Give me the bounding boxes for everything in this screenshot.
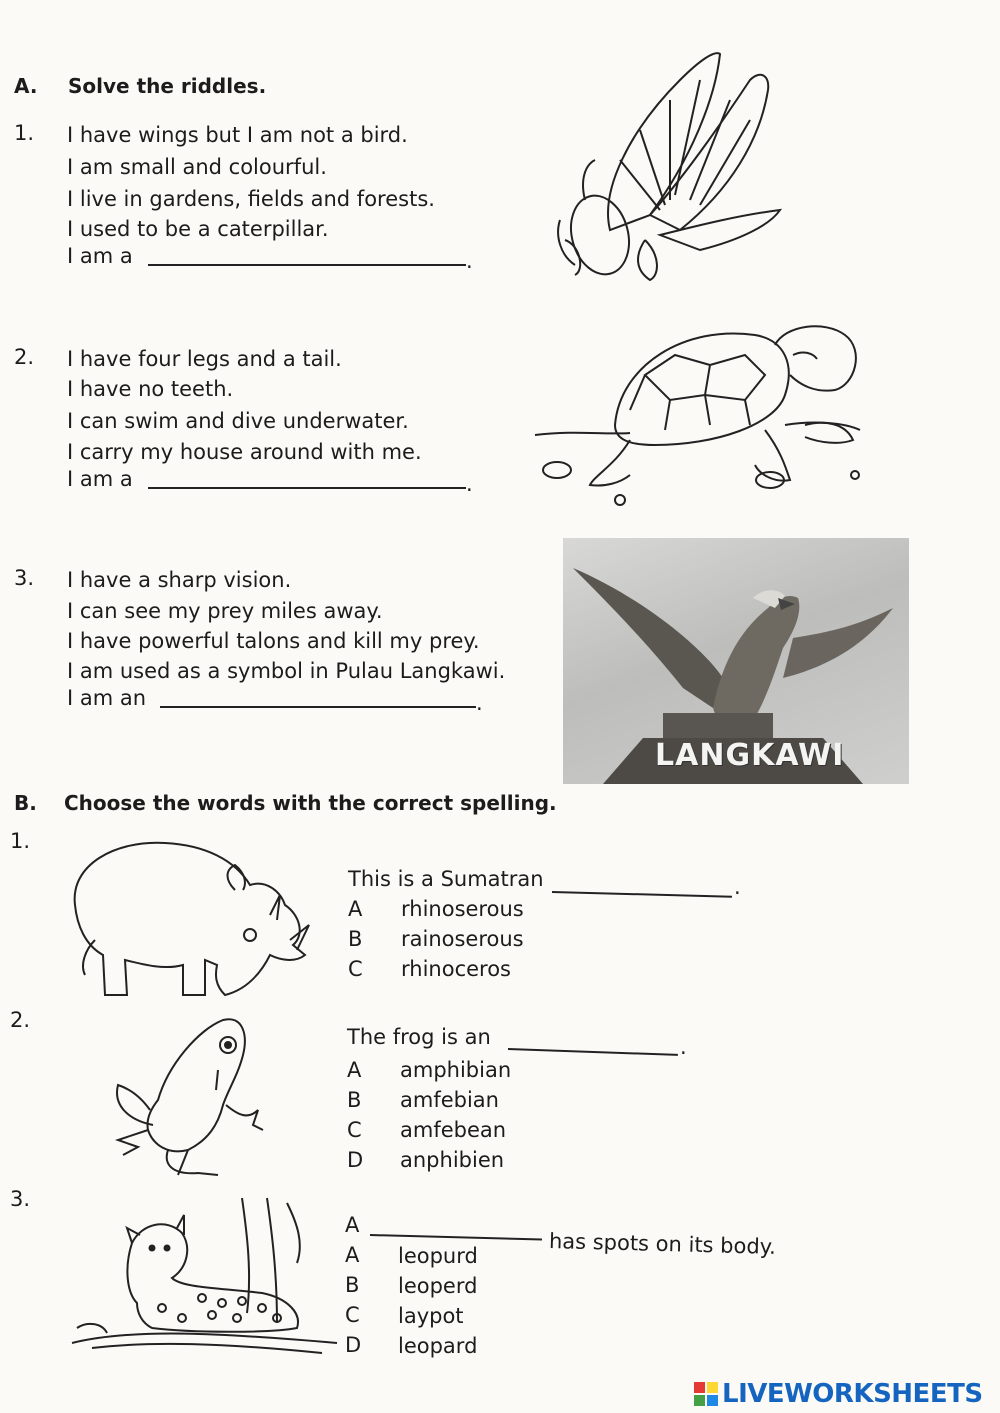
riddle-2-answer-prefix: I am a	[67, 467, 133, 491]
riddle-2-number: 2.	[14, 345, 35, 369]
question-b2-option-a[interactable]: amphibian	[400, 1058, 512, 1082]
riddle-3-line-1: I have a sharp vision.	[67, 568, 292, 592]
question-b1-number: 1.	[10, 829, 31, 853]
riddle-2-period: .	[466, 472, 473, 496]
question-b2-option-d[interactable]: anphibien	[400, 1148, 505, 1172]
question-b1-option-b-letter[interactable]: B	[348, 927, 363, 951]
riddle-1-answer-prefix: I am a	[67, 244, 133, 268]
langkawi-eagle-photo	[563, 538, 909, 784]
riddle-1-period: .	[466, 249, 473, 273]
riddle-2-line-3: I can swim and dive underwater.	[67, 409, 409, 433]
riddle-3-line-3: I have powerful talons and kill my prey.	[67, 629, 480, 653]
question-b3-option-a-letter[interactable]: A	[345, 1243, 360, 1267]
question-b1-option-a-letter[interactable]: A	[348, 897, 363, 921]
riddle-2-line-1: I have four legs and a tail.	[67, 347, 342, 371]
riddle-1-line-2: I am small and colourful.	[67, 155, 327, 179]
riddle-1-number: 1.	[14, 121, 35, 145]
frog-illustration	[108, 1015, 268, 1180]
riddle-2-answer-blank[interactable]	[148, 487, 466, 489]
question-b2-option-b-letter[interactable]: B	[347, 1088, 362, 1112]
section-a-title: Solve the riddles.	[68, 74, 267, 98]
question-b1-option-b[interactable]: rainoserous	[401, 927, 524, 951]
question-b2-number: 2.	[10, 1008, 31, 1032]
question-b2-option-d-letter[interactable]: D	[347, 1148, 364, 1172]
butterfly-illustration	[540, 40, 800, 285]
riddle-3-answer-prefix: I am an	[67, 686, 147, 710]
section-b-letter: B.	[14, 791, 37, 815]
riddle-3-period: .	[476, 691, 483, 715]
question-b3-option-d[interactable]: leopard	[398, 1334, 478, 1358]
liveworksheets-logo[interactable]	[694, 1378, 983, 1410]
question-b3-prompt-start: A	[345, 1213, 360, 1237]
question-b3-option-c-letter[interactable]: C	[345, 1303, 360, 1327]
section-a-letter: A.	[14, 74, 38, 98]
question-b1-period: .	[734, 875, 741, 899]
question-b1-option-c-letter[interactable]: C	[348, 957, 363, 981]
riddle-3-answer-blank[interactable]	[160, 706, 476, 708]
question-b3-option-d-letter[interactable]: D	[345, 1333, 362, 1357]
question-b2-period: .	[680, 1035, 687, 1059]
question-b2-option-a-letter[interactable]: A	[347, 1058, 362, 1082]
question-b2-answer-blank[interactable]	[508, 1048, 678, 1056]
question-b3-option-b[interactable]: leoperd	[398, 1274, 478, 1298]
riddle-1-answer-blank[interactable]	[148, 264, 466, 266]
riddle-3-number: 3.	[14, 566, 35, 590]
turtle-illustration	[535, 315, 875, 505]
riddle-1-line-1: I have wings but I am not a bird.	[67, 123, 408, 147]
riddle-3-line-2: I can see my prey miles away.	[67, 599, 383, 623]
riddle-2-line-2: I have no teeth.	[67, 377, 234, 401]
question-b2-option-b[interactable]: amfebian	[400, 1088, 499, 1112]
question-b3-number: 3.	[10, 1187, 31, 1211]
question-b3-option-a[interactable]: leopurd	[398, 1244, 478, 1268]
riddle-1-line-4: I used to be a caterpillar.	[67, 217, 329, 241]
question-b1-option-a[interactable]: rhinoserous	[401, 897, 524, 921]
question-b1-answer-blank[interactable]	[552, 891, 732, 898]
question-b3-option-b-letter[interactable]: B	[345, 1273, 360, 1297]
rhinoceros-illustration	[65, 835, 310, 1005]
liveworksheets-logo-icon	[694, 1382, 718, 1406]
question-b2-prompt: The frog is an	[347, 1025, 491, 1049]
question-b1-prompt: This is a Sumatran	[348, 867, 544, 891]
question-b2-option-c[interactable]: amfebean	[400, 1118, 507, 1142]
langkawi-sign-text: LANGKAWI	[655, 738, 845, 773]
question-b2-option-c-letter[interactable]: C	[347, 1118, 362, 1142]
riddle-2-line-4: I carry my house around with me.	[67, 440, 422, 464]
question-b3-prompt-end: has spots on its body.	[548, 1229, 777, 1259]
question-b3-option-c[interactable]: laypot	[398, 1304, 464, 1328]
riddle-3-line-4: I am used as a symbol in Pulau Langkawi.	[67, 659, 506, 683]
liveworksheets-brand-text: LIVEWORKSHEETS	[722, 1379, 983, 1409]
question-b3-answer-blank[interactable]	[370, 1234, 542, 1241]
section-b-title: Choose the words with the correct spelling.	[64, 791, 557, 815]
riddle-1-line-3: I live in gardens, fields and forests.	[67, 187, 435, 211]
leopard-illustration	[72, 1193, 337, 1358]
question-b1-option-c[interactable]: rhinoceros	[401, 957, 511, 981]
